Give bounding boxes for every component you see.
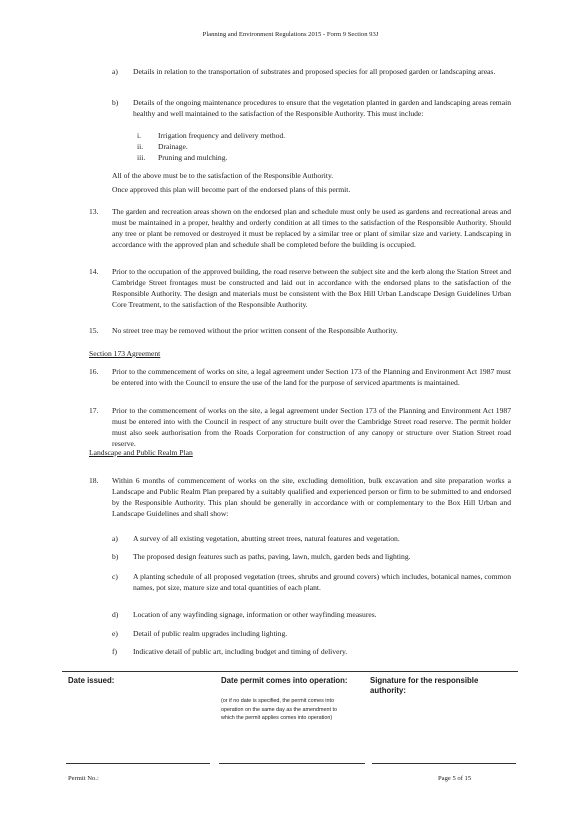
list-label: a) — [112, 67, 118, 76]
sublist-text: Pruning and mulching. — [158, 153, 228, 162]
paragraph: All of the above must be to the satisfaction of the Responsible Authority. — [112, 171, 334, 180]
date-issued-label: Date issued: — [68, 676, 115, 685]
sublist-text: Irrigation frequency and delivery method. — [158, 131, 286, 140]
condition-text: Prior to the commencement of works on site, a legal agreement under Section 173 of the Planning and Environment Act 1987 must be entered into with the Council to ensure the use of the land for the purpose of serviced apartments is maintained. — [112, 367, 511, 387]
list-item-text: A planting schedule of all proposed vegetation (trees, shrubs and ground covers) which includes, botanical names, common names, pot size, mature size and total quantities of each plant. — [133, 572, 511, 592]
list-item-text: A survey of all existing vegetation, abutting street trees, natural features and vegetation. — [133, 534, 400, 543]
condition-text: Prior to the occupation of the approved building, the road reserve between the subject site and the kerb along the Station Street and Cambridge Street frontages must be constructed and laid out in accordance with the endorsed plans to the satisfaction of the Responsible Authority. The design and materials must be consistent with the Box Hill Urban Landscape Design Guidelines Urban Core Treatment, to the satisfaction of the Responsible Authority. — [112, 267, 511, 309]
condition-text: Within 6 months of commencement of works on the site, excluding demolition, bulk excavation and site preparation works a Landscape and Public Realm Plan prepared by a suitably qualified and experienced person or firm to be submitted to and endorsed by the Responsible Authority. This plan should be generally in accordance with or complementary to the Box Hill Urban and Landscape Guidelines and shall show: — [112, 476, 511, 518]
condition-number: 13. — [89, 207, 99, 216]
sublist-label: i. — [137, 131, 142, 140]
condition-number: 18. — [89, 476, 99, 485]
list-label: d) — [112, 610, 119, 619]
list-label: b) — [112, 98, 119, 107]
date-note: (or if no date is specified, the permit comes into operation on the same day as the amendment to which the permit applies comes into operation) — [221, 698, 337, 722]
section-heading: Section 173 Agreement — [89, 349, 161, 358]
list-label: c) — [112, 572, 118, 581]
signature-label: Signature for the responsible authority: — [370, 676, 479, 695]
list-item-text: Location of any wayfinding signage, information or other wayfinding measures. — [133, 610, 377, 619]
condition-text: Prior to the commencement of works on the site, a legal agreement under Section 173 of the Planning and Environment Act 1987 must be entered into with the Council in respect of any structure built over the Cambridge Street road reserve. The permit holder must also seek authorisation from the Roads Corporation for construction of any canopy or structure over Station Street road reserve. — [112, 406, 511, 448]
list-label: b) — [112, 552, 119, 561]
page-header: Planning and Environment Regulations 2015 - Form 9 Section 93J — [202, 31, 379, 38]
page-number: Page 5 of 15 — [438, 775, 472, 782]
permit-number-label: Permit No.: — [68, 775, 99, 782]
list-item-text: Details of the ongoing maintenance procedures to ensure that the vegetation planted in garden and landscaping areas remain healthy and well maintained to the satisfaction of the Responsible Authority. This must include: — [133, 98, 511, 118]
condition-number: 14. — [89, 267, 99, 276]
section-heading: Landscape and Public Realm Plan — [89, 448, 193, 457]
list-item-text: Indicative detail of public art, including budget and timing of delivery. — [133, 647, 348, 656]
condition-text: No street tree may be removed without the prior written consent of the Responsible Authority. — [112, 326, 398, 335]
list-item-text: Detail of public realm upgrades including lighting. — [133, 629, 288, 638]
date-issued-line — [66, 763, 210, 764]
date-comes-into-line — [219, 763, 365, 764]
list-item-text: Details in relation to the transportation of substrates and proposed species for all proposed garden or landscaping areas. — [133, 67, 496, 76]
condition-number: 17. — [89, 406, 99, 415]
form-top-rule — [62, 671, 518, 672]
list-item-text: The proposed design features such as paths, paving, lawn, mulch, garden beds and lighting. — [133, 552, 411, 561]
condition-number: 16. — [89, 367, 99, 376]
sublist-label: ii. — [137, 142, 144, 151]
sublist-label: iii. — [137, 153, 146, 162]
list-label: e) — [112, 629, 118, 638]
sublist-text: Drainage. — [158, 142, 188, 151]
condition-text: The garden and recreation areas shown on the endorsed plan and schedule must only be used as gardens and recreational areas and must be maintained in a proper, healthy and orderly condition at all times to the satisfaction of the Responsible Authority. Should any tree or plant be removed or destroyed it must be replaced by a similar tree or plant of similar size and variety. Landscaping in accordance with the approved plan and schedule shall be completed before the building is occupied. — [112, 207, 511, 249]
list-label: a) — [112, 534, 118, 543]
signature-line — [372, 763, 516, 764]
paragraph: Once approved this plan will become part of the endorsed plans of this permit. — [112, 185, 351, 194]
condition-number: 15. — [89, 326, 99, 335]
list-label: f) — [112, 647, 118, 656]
date-comes-into-label: Date permit comes into operation: — [221, 676, 348, 685]
